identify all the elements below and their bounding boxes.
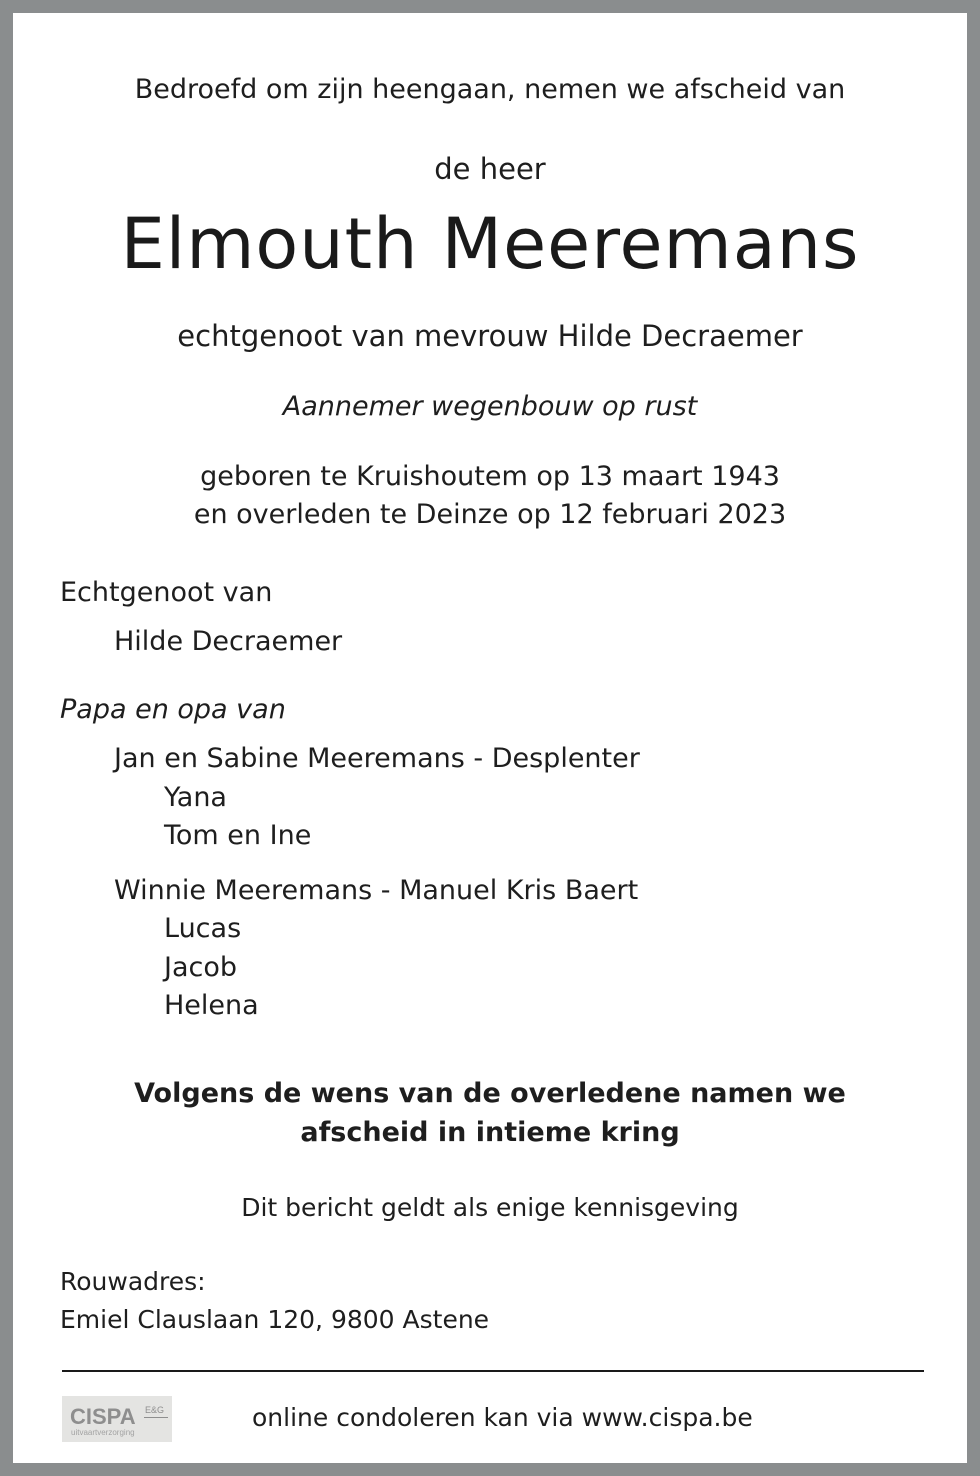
spouse-line: echtgenoot van mevrouw Hilde Decraemer [177, 319, 803, 353]
child-name: Jan en Sabine Meeremans - Desplenter [114, 743, 640, 774]
address: Emiel Clauslaan 120, 9800 Astene [60, 1305, 490, 1334]
salutation: de heer [434, 152, 546, 186]
profession: Aannemer wegenbouw op rust [282, 391, 698, 422]
logo-subtitle: uitvaartverzorging [71, 1428, 135, 1437]
death-line: en overleden te Deinze op 12 februari 2023 [193, 499, 787, 530]
logo-superscript: E&G [145, 1405, 165, 1415]
wish-line-2: afscheid in intieme kring [300, 1117, 680, 1148]
grandchild-name: Yana [164, 782, 227, 813]
children-heading: Papa en opa van [60, 694, 286, 725]
grandchild-name: Jacob [164, 952, 238, 983]
intro-text: Bedroefd om zijn heengaan, nemen we afscheid van [134, 74, 846, 105]
grandchild-name: Helena [164, 990, 259, 1021]
notice-text: Dit bericht geldt als enige kennisgeving [241, 1193, 739, 1222]
grandchild-name: Tom en Ine [164, 820, 312, 851]
condolence-link[interactable]: online condoleren kan via www.cispa.be [252, 1403, 753, 1432]
grandchild-name: Lucas [164, 913, 242, 944]
deceased-name: Elmouth Meeremans [120, 203, 860, 285]
spouse-heading: Echtgenoot van [60, 577, 273, 608]
divider [62, 1370, 924, 1372]
birth-line: geboren te Kruishoutem op 13 maart 1943 [200, 461, 780, 492]
child-name: Winnie Meeremans - Manuel Kris Baert [114, 875, 639, 906]
cispa-logo [62, 1396, 172, 1442]
address-label: Rouwadres: [60, 1267, 206, 1296]
wish-line-1: Volgens de wens van de overledene namen we [134, 1078, 846, 1109]
logo-text: CISPA [70, 1404, 136, 1429]
logo-line [144, 1417, 168, 1418]
spouse-name: Hilde Decraemer [114, 626, 343, 657]
